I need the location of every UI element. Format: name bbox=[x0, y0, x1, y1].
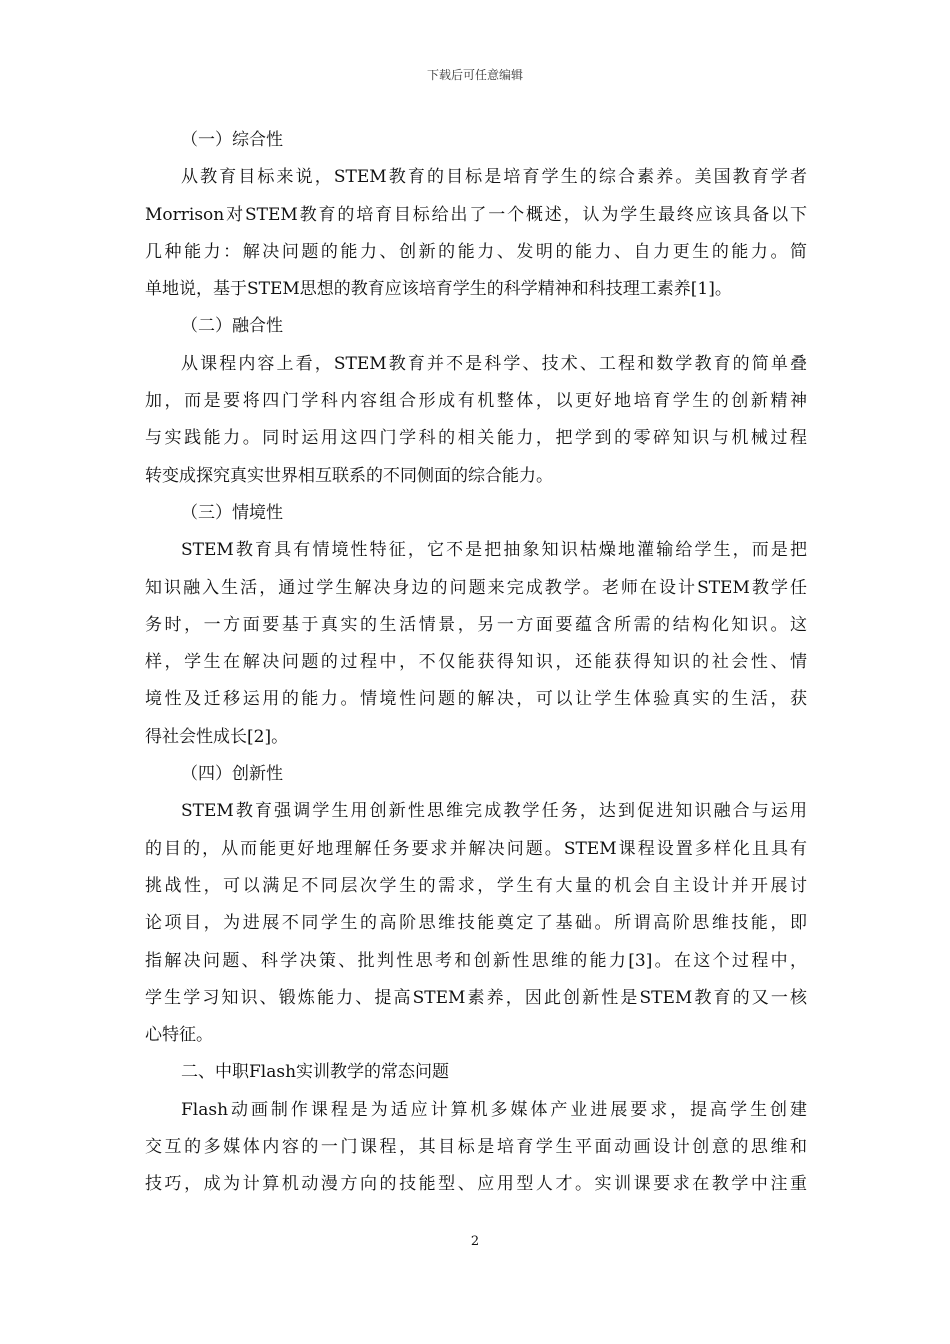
paragraph-line: 的目的，从而能更好地理解任务要求并解决问题。STEM课程设置多样化且具有 bbox=[145, 838, 807, 859]
paragraph-line: 样，学生在解决问题的过程中，不仅能获得知识，还能获得知识的社会性、情 bbox=[145, 652, 807, 673]
paragraph-line: 挑战性，可以满足不同层次学生的需求，学生有大量的机会自主设计并开展讨 bbox=[145, 875, 807, 896]
paragraph-line: 几种能力：解决问题的能力、创新的能力、发明的能力、自力更生的能力。简 bbox=[145, 241, 807, 262]
paragraph-line: 知识融入生活，通过学生解决身边的问题来完成教学。老师在设计STEM教学任 bbox=[145, 577, 807, 598]
paragraph-line: 学生学习知识、锻炼能力、提高STEM素养，因此创新性是STEM教育的又一核 bbox=[145, 987, 807, 1008]
page-number: 2 bbox=[470, 1234, 480, 1249]
paragraph-last-line: 得社会性成长[2]。 bbox=[145, 726, 289, 747]
paragraph-line: 论项目，为进展不同学生的高阶思维技能奠定了基础。所谓高阶思维技能，即 bbox=[145, 913, 807, 934]
section-heading: 二、中职Flash实训教学的常态问题 bbox=[181, 1062, 450, 1083]
paragraph-first-line: 从教育目标来说，STEM教育的目标是培育学生的综合素养。美国教育学者 bbox=[181, 167, 807, 188]
paragraph-line: Morrison对STEM教育的培育目标给出了一个概述，认为学生最终应该具备以下 bbox=[145, 204, 807, 225]
paragraph-line: 技巧，成为计算机动漫方向的技能型、应用型人才。实训课要求在教学中注重 bbox=[145, 1174, 807, 1195]
paragraph-last-line: 心特征。 bbox=[145, 1025, 213, 1046]
section-heading: （三）情境性 bbox=[181, 502, 283, 523]
paragraph-first-line: STEM教育具有情境性特征，它不是把抽象知识枯燥地灌输给学生，而是把 bbox=[181, 540, 807, 561]
section-heading: （四）创新性 bbox=[181, 764, 283, 785]
paragraph-first-line: 从课程内容上看，STEM教育并不是科学、技术、工程和数学教育的简单叠 bbox=[181, 353, 807, 374]
paragraph-line: 交互的多媒体内容的一门课程，其目标是培育学生平面动画设计创意的思维和 bbox=[145, 1137, 807, 1158]
paragraph-line: 加，而是要将四门学科内容组合形成有机整体，以更好地培育学生的创新精神 bbox=[145, 391, 807, 412]
paragraph-first-line: STEM教育强调学生用创新性思维完成教学任务，达到促进知识融合与运用 bbox=[181, 801, 807, 822]
paragraph-line: 境性及迁移运用的能力。情境性问题的解决，可以让学生体验真实的生活，获 bbox=[145, 689, 807, 710]
paragraph-last-line: 转变成探究真实世界相互联系的不同侧面的综合能力。 bbox=[145, 465, 553, 486]
paragraph-line: 指解决问题、科学决策、批判性思考和创新性思维的能力[3]。在这个过程中， bbox=[145, 950, 807, 971]
section-heading: （一）综合性 bbox=[181, 130, 283, 150]
paragraph-line: 务时，一方面要基于真实的生活情景，另一方面要蕴含所需的结构化知识。这 bbox=[145, 614, 807, 635]
section-heading: （二）融合性 bbox=[181, 316, 283, 337]
page-header: 下载后可任意编辑 bbox=[426, 68, 523, 82]
document-body bbox=[145, 122, 807, 1204]
paragraph-first-line: Flash动画制作课程是为适应计算机多媒体产业进展要求，提高学生创建 bbox=[181, 1099, 807, 1120]
paragraph-line: 与实践能力。同时运用这四门学科的相关能力，把学到的零碎知识与机械过程 bbox=[145, 428, 807, 449]
paragraph-last-line: 单地说，基于STEM思想的教育应该培育学生的科学精神和科技理工素养[1]。 bbox=[145, 279, 732, 300]
